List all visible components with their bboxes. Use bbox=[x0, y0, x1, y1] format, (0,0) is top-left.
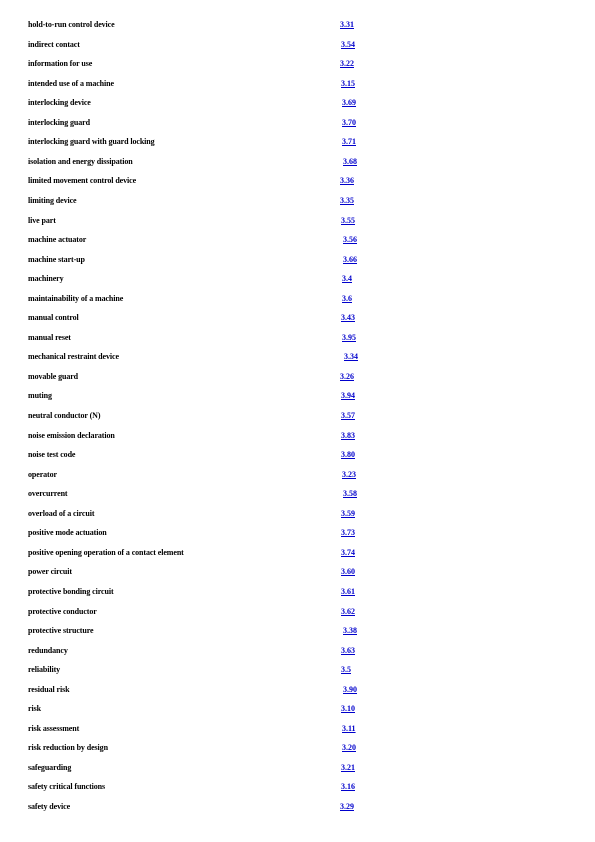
index-row bbox=[0, 77, 595, 91]
index-term: protective structure bbox=[28, 626, 94, 636]
index-ref-link[interactable]: 3.26 bbox=[340, 371, 354, 381]
index-ref-link[interactable]: 3.31 bbox=[340, 20, 354, 29]
index-row bbox=[0, 194, 595, 208]
index-ref-link[interactable]: 3.57 bbox=[341, 411, 355, 420]
index-term: mechanical restraint device bbox=[28, 352, 119, 362]
index-ref-link[interactable]: 3.58 bbox=[343, 489, 357, 499]
index-row bbox=[0, 331, 595, 345]
index-ref-link[interactable]: 3.90 bbox=[343, 684, 357, 694]
index-row bbox=[0, 644, 595, 658]
index-ref-link[interactable]: 3.80 bbox=[341, 450, 355, 460]
index-row bbox=[0, 526, 595, 540]
index-row bbox=[0, 135, 595, 149]
index-row bbox=[0, 663, 595, 677]
index-row bbox=[0, 429, 595, 443]
index-row bbox=[0, 370, 595, 384]
index-row bbox=[0, 409, 595, 423]
index-term: movable guard bbox=[28, 371, 79, 381]
index-term: overcurrent bbox=[28, 489, 68, 499]
index-ref-link[interactable]: 3.74 bbox=[341, 547, 355, 557]
index-ref-link[interactable]: 3.11 bbox=[342, 723, 356, 733]
index-row bbox=[0, 116, 595, 130]
index-ref-link[interactable]: 3.83 bbox=[341, 430, 355, 440]
index-row bbox=[0, 253, 595, 267]
index-ref-link[interactable]: 3.56 bbox=[343, 235, 357, 245]
index-ref-link[interactable]: 3.60 bbox=[341, 567, 355, 577]
index-term: neutral conductor (N) bbox=[28, 411, 101, 420]
index-term: safeguarding bbox=[28, 762, 72, 772]
index-row bbox=[0, 350, 595, 364]
index-term: noise test code bbox=[28, 450, 76, 460]
index-ref-link[interactable]: 3.59 bbox=[341, 508, 355, 518]
index-row bbox=[0, 702, 595, 716]
index-ref-link[interactable]: 3.5 bbox=[341, 665, 351, 675]
index-row bbox=[0, 292, 595, 306]
index-term: safety device bbox=[28, 802, 71, 811]
index-ref-link[interactable]: 3.6 bbox=[342, 293, 352, 303]
index-term: operator bbox=[28, 469, 57, 479]
index-ref-link[interactable]: 3.34 bbox=[344, 352, 358, 362]
index-row bbox=[0, 761, 595, 775]
index-term: intended use of a machine bbox=[28, 78, 114, 88]
index-term: isolation and energy dissipation bbox=[28, 156, 133, 166]
index-term: reliability bbox=[28, 665, 61, 675]
index-ref-link[interactable]: 3.54 bbox=[341, 39, 355, 49]
index-ref-link[interactable]: 3.23 bbox=[342, 469, 356, 479]
index-term: positive mode actuation bbox=[28, 528, 107, 538]
index-row bbox=[0, 389, 595, 403]
index-ref-link[interactable]: 3.29 bbox=[340, 802, 354, 811]
index-term: redundancy bbox=[28, 645, 68, 655]
index-row bbox=[0, 800, 595, 814]
index-row bbox=[0, 565, 595, 579]
index-row bbox=[0, 780, 595, 794]
index-row bbox=[0, 96, 595, 110]
index-ref-link[interactable]: 3.20 bbox=[342, 743, 356, 753]
index-term: manual control bbox=[28, 313, 79, 323]
index-row bbox=[0, 311, 595, 325]
index-term: safety critical functions bbox=[28, 782, 106, 792]
index-term: interlocking guard with guard locking bbox=[28, 137, 155, 147]
index-term: limited movement control device bbox=[28, 176, 137, 186]
index-row bbox=[0, 174, 595, 188]
index-term: protective conductor bbox=[28, 606, 97, 616]
index-term: risk reduction by design bbox=[28, 743, 108, 753]
index-term: machine start-up bbox=[28, 254, 85, 264]
index-row bbox=[0, 624, 595, 638]
index-ref-link[interactable]: 3.10 bbox=[341, 704, 355, 714]
index-term: noise emission declaration bbox=[28, 430, 115, 440]
index-ref-link[interactable]: 3.35 bbox=[340, 195, 354, 205]
index-ref-link[interactable]: 3.94 bbox=[341, 391, 355, 401]
index-term: live part bbox=[28, 215, 56, 225]
index-ref-link[interactable]: 3.15 bbox=[341, 78, 355, 88]
index-ref-link[interactable]: 3.69 bbox=[342, 98, 356, 108]
index-ref-link[interactable]: 3.61 bbox=[341, 586, 355, 596]
index-row bbox=[0, 585, 595, 599]
index-term: risk bbox=[28, 704, 41, 714]
index-ref-link[interactable]: 3.36 bbox=[340, 176, 354, 186]
index-ref-link[interactable]: 3.95 bbox=[342, 332, 356, 342]
index-row bbox=[0, 741, 595, 755]
index-row bbox=[0, 605, 595, 619]
index-term: risk assessment bbox=[28, 723, 80, 733]
index-term: interlocking guard bbox=[28, 117, 90, 127]
index-row bbox=[0, 507, 595, 521]
index-row bbox=[0, 155, 595, 169]
index-term: machinery bbox=[28, 274, 64, 284]
index-term: machine actuator bbox=[28, 235, 87, 245]
index-ref-link[interactable]: 3.62 bbox=[341, 606, 355, 616]
index-term: information for use bbox=[28, 59, 93, 69]
index-row bbox=[0, 57, 595, 71]
index-ref-link[interactable]: 3.73 bbox=[341, 528, 355, 538]
index-ref-link[interactable]: 3.16 bbox=[341, 782, 355, 792]
index-term: positive opening operation of a contact element bbox=[28, 547, 184, 557]
index-row bbox=[0, 487, 595, 501]
index-row bbox=[0, 448, 595, 462]
index-term: protective bonding circuit bbox=[28, 586, 114, 596]
index-term: hold-to-run control device bbox=[28, 20, 115, 29]
index-row bbox=[0, 272, 595, 286]
index-ref-link[interactable]: 3.22 bbox=[340, 59, 354, 69]
index-ref-link[interactable]: 3.21 bbox=[341, 762, 355, 772]
index-ref-link[interactable]: 3.38 bbox=[343, 626, 357, 636]
index-ref-link[interactable]: 3.71 bbox=[342, 137, 356, 147]
index-term: indirect contact bbox=[28, 39, 80, 49]
index-row bbox=[0, 38, 595, 52]
index-row bbox=[0, 468, 595, 482]
index-term: interlocking device bbox=[28, 98, 91, 108]
index-row bbox=[0, 18, 595, 32]
index-ref-link[interactable]: 3.68 bbox=[343, 156, 357, 166]
index-term: power circuit bbox=[28, 567, 72, 577]
index-term: overload of a circuit bbox=[28, 508, 95, 518]
index-ref-link[interactable]: 3.63 bbox=[341, 645, 355, 655]
index-ref-link[interactable]: 3.70 bbox=[342, 117, 356, 127]
index-ref-link[interactable]: 3.4 bbox=[342, 274, 352, 284]
index-row bbox=[0, 683, 595, 697]
index-ref-link[interactable]: 3.66 bbox=[343, 254, 357, 264]
index-ref-link[interactable]: 3.43 bbox=[341, 313, 355, 323]
index-term: maintainability of a machine bbox=[28, 293, 124, 303]
index-row bbox=[0, 214, 595, 228]
index-term: limiting device bbox=[28, 195, 77, 205]
index-term: muting bbox=[28, 391, 52, 401]
index-term: residual risk bbox=[28, 684, 70, 694]
index-row bbox=[0, 233, 595, 247]
index-term: manual reset bbox=[28, 332, 71, 342]
index-row bbox=[0, 722, 595, 736]
index-ref-link[interactable]: 3.55 bbox=[341, 215, 355, 225]
index-row bbox=[0, 546, 595, 560]
